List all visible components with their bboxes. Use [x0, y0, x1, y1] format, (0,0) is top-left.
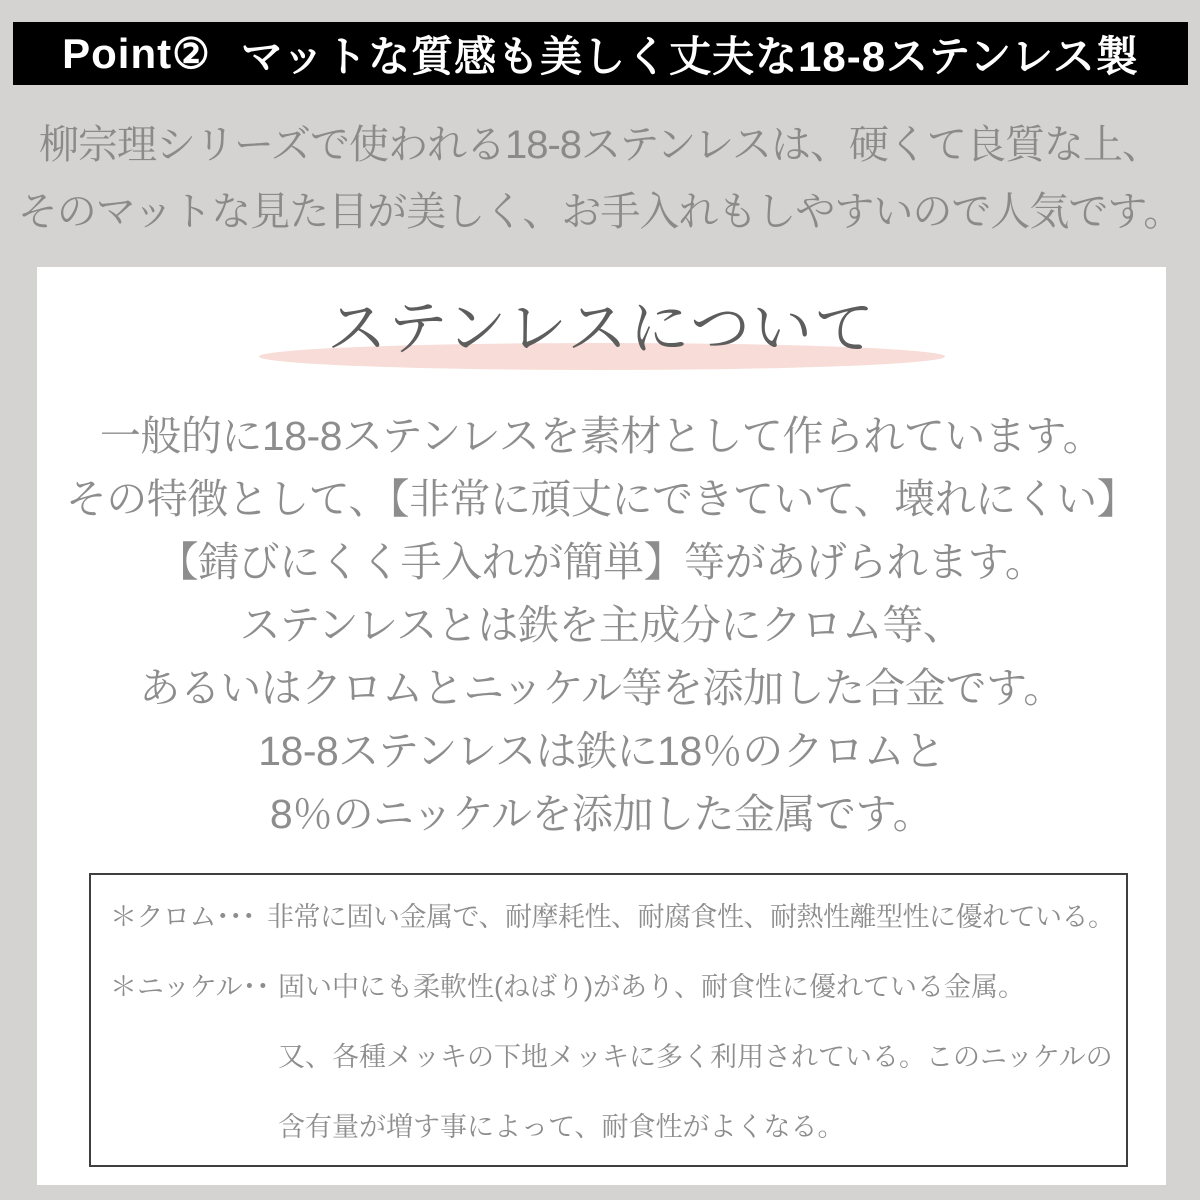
body-line-1: 一般的に18-8ステンレスを素材として作られています。 [99, 413, 1104, 459]
intro-line-2: そのマットな見た目が美しく、お手入れもしやすいので人気です。 [17, 190, 1183, 234]
intro-paragraph [0, 112, 1200, 246]
banner-title: マットな質感も美しく丈夫な18-8ステンレス製 [240, 32, 1139, 80]
stainless-info-card [37, 267, 1166, 1185]
card-title: ステンレスについて [326, 295, 877, 362]
nickel-label: ＊ニッケル･･ [110, 972, 270, 1002]
point-banner [13, 22, 1188, 85]
chromium-label: ＊クロム･･･ [110, 902, 255, 932]
intro-line-1: 柳宗理シリーズで使われる18-8ステンレスは、硬くて良質な上、 [38, 123, 1162, 167]
point-number-label: Point② [62, 30, 211, 77]
nickel-text-line-2: 又、各種メッキの下地メッキに多く利用されている。このニッケルの [278, 1042, 1113, 1072]
note-chromium-row [110, 901, 1114, 933]
card-body-paragraph [37, 405, 1166, 846]
body-line-2: その特徴として、【非常に頑丈にできていて、壊れにくい】 [65, 476, 1138, 522]
body-line-7: 8％のニッケルを添加した金属です。 [269, 791, 934, 837]
body-line-5: あるいはクロムとニッケル等を添加した合金です。 [139, 665, 1064, 711]
card-title-area [37, 281, 1166, 391]
body-line-3: 【錆びにくく手入れが簡単】等があげられます。 [157, 539, 1046, 585]
body-line-6: 18-8ステンレスは鉄に18％のクロムと [258, 728, 945, 774]
nickel-text-line-3: 含有量が増す事によって、耐食性がよくなる。 [278, 1112, 845, 1142]
body-line-4: ステンレスとは鉄を主成分にクロム等、 [239, 602, 964, 648]
nickel-text-line-1: 固い中にも柔軟性(ねばり)があり、耐食性に優れている金属。 [278, 972, 1025, 1002]
chromium-text: 非常に固い金属で、耐摩耗性、耐腐食性、耐熱性離型性に優れている。 [267, 902, 1115, 932]
metal-notes-box [89, 873, 1128, 1167]
